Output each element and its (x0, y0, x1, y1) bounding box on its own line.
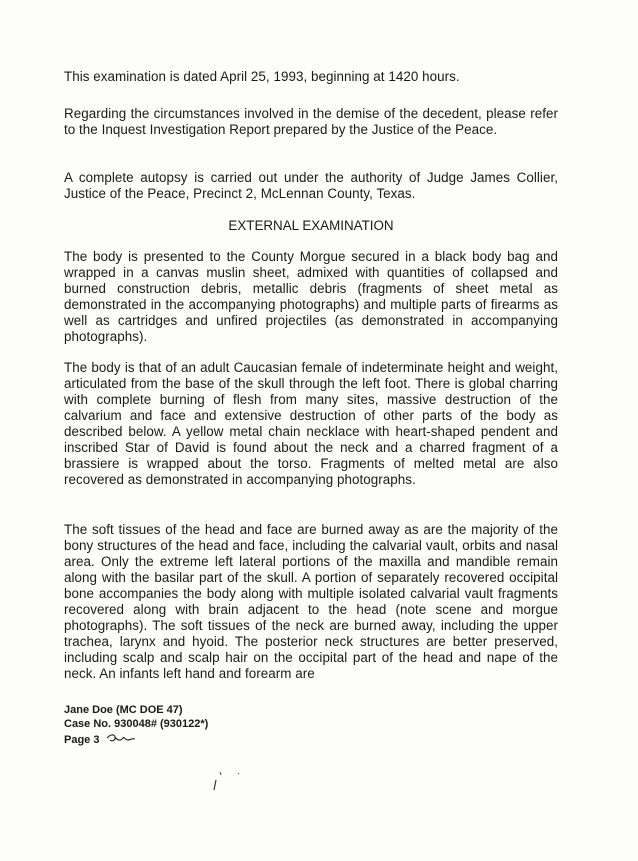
handwritten-initials-icon (106, 731, 136, 749)
section-heading: EXTERNAL EXAMINATION (228, 218, 394, 233)
body-presentation-paragraph: The body is presented to the County Morgue secured in a black body bag and wrapped in a canvas muslin sheet, admixed with quantities of collapsed and burned construction debris, metallic debris (fragments of sheet metal as demonstrated in the accompanying photographs) and multiple parts of firearms as well as cartridges and unfired projectiles (as demonstrated in accompanying photographs). (64, 249, 558, 344)
authority-paragraph: A complete autopsy is carried out under the authority of Judge James Collier, Justice of the Peace, Precinct 2, McLennan County, Texas. (64, 170, 558, 201)
scan-mark-icon (208, 770, 248, 799)
footer-page-number: Page 3 (64, 733, 100, 746)
circumstances-paragraph: Regarding the circumstances involved in the demise of the decedent, please refer to the Inquest Investigation Report prepared by the Justice of the Peace. (64, 106, 558, 137)
footer-page-line (64, 731, 208, 749)
footer-case-number: Case No. 930048# (930122*) (64, 718, 209, 730)
footer-name: Jane Doe (MC DOE 47) (64, 704, 183, 716)
head-face-paragraph: The soft tissues of the head and face are burned away as are the majority of the bony structures of the head and face, including the calvarial vault, orbits and nasal area. Only the extreme left lateral portions of the maxilla and mandible remain along with the basilar part of the skull. A portion of separately recovered occipital bone accompanies the body along with multiple isolated calvarial vault fragments recovered along with brain adjacent to the head (note scene and morgue photographs). The soft tissues of the neck are burned away, including the upper trachea, larynx and hyoid. The posterior neck structures are better preserved, including scalp and scalp hair on the occipital part of the head and nape of the neck. An infants left hand and forearm are (64, 522, 558, 681)
page-footer (64, 703, 208, 749)
exam-date-paragraph: This examination is dated April 25, 1993, beginning at 1420 hours. (64, 69, 460, 84)
body-description-paragraph: The body is that of an adult Caucasian female of indeterminate height and weight, articulated from the base of the skull through the left foot. There is global charring with complete burning of flesh from many sites, massive destruction of the calvarium and face and extensive destruction of other parts of the body as described below. A yellow metal chain necklace with heart-shaped pendent and inscribed Star of David is found about the neck and a charred fragment of a brassiere is wrapped about the torso. Fragments of melted metal are also recovered as demonstrated in accompanying photographs. (64, 360, 558, 487)
